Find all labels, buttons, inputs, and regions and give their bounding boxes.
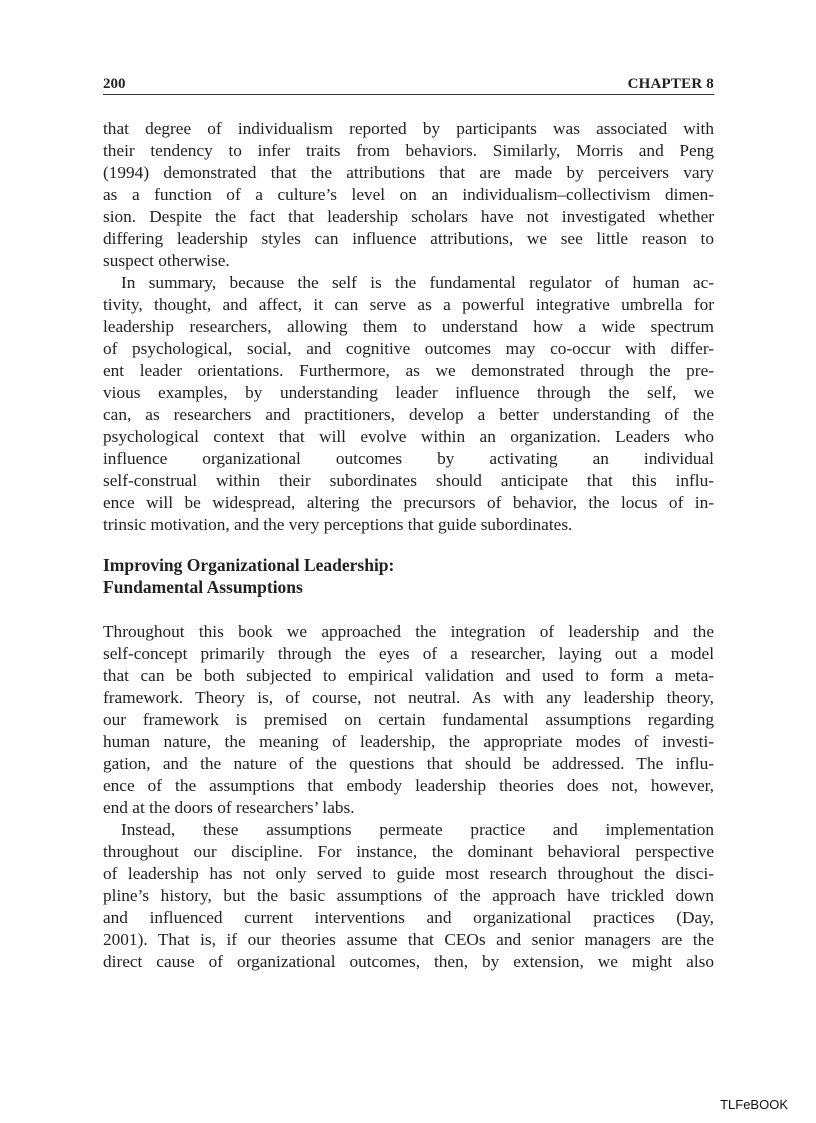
text-line: In summary, because the self is the fundamental regulator of human ac- bbox=[121, 273, 714, 292]
text-line: sion. Despite the fact that leadership scholars have not investigated whether bbox=[103, 207, 714, 226]
text-line: self-construal within their subordinates should anticipate that this influ- bbox=[103, 471, 714, 490]
text-line: differing leadership styles can influence attributions, we see little reason to bbox=[103, 229, 714, 248]
text-line: gation, and the nature of the questions that should be addressed. The influ- bbox=[103, 754, 714, 773]
text-line: can, as researchers and practitioners, develop a better understanding of the bbox=[103, 405, 714, 424]
text-line: (1994) demonstrated that the attributions that are made by perceivers vary bbox=[103, 163, 714, 182]
chapter-title: CHAPTER 8 bbox=[627, 76, 714, 92]
heading-line: Fundamental Assumptions bbox=[103, 577, 303, 597]
text-line: pline’s history, but the basic assumptions of the approach have trickled down bbox=[103, 886, 714, 905]
text-line: that can be both subjected to empirical validation and used to form a meta- bbox=[103, 666, 714, 685]
text-line: throughout our discipline. For instance, the dominant behavioral perspective bbox=[103, 842, 714, 861]
text-line: of leadership has not only served to guide most research throughout the disci- bbox=[103, 864, 714, 883]
text-line: leadership researchers, allowing them to understand how a wide spectrum bbox=[103, 317, 714, 336]
running-header bbox=[103, 74, 714, 95]
text-line: that degree of individualism reported by participants was associated with bbox=[103, 119, 714, 138]
text-line: our framework is premised on certain fundamental assumptions regarding bbox=[103, 710, 714, 729]
text-line: and influenced current interventions and organizational practices (Day, bbox=[103, 908, 714, 927]
text-line: self-concept primarily through the eyes of a researcher, laying out a model bbox=[103, 644, 714, 663]
text-line: direct cause of organizational outcomes, then, by extension, we might also bbox=[103, 952, 714, 971]
text-line: framework. Theory is, of course, not neutral. As with any leadership theory, bbox=[103, 688, 714, 707]
text-line: of psychological, social, and cognitive outcomes may co-occur with differ- bbox=[103, 339, 714, 358]
watermark-text: TLFeBOOK bbox=[720, 1097, 788, 1112]
text-line: human nature, the meaning of leadership, the appropriate modes of investi- bbox=[103, 732, 714, 751]
text-line: vious examples, by understanding leader influence through the self, we bbox=[103, 383, 714, 402]
text-line: psychological context that will evolve within an organization. Leaders who bbox=[103, 427, 714, 446]
text-line: influence organizational outcomes by activating an individual bbox=[103, 449, 714, 468]
text-line: Instead, these assumptions permeate practice and implementation bbox=[121, 820, 714, 839]
text-line: end at the doors of researchers’ labs. bbox=[103, 798, 355, 817]
text-line: their tendency to infer traits from behaviors. Similarly, Morris and Peng bbox=[103, 141, 714, 160]
text-line: as a function of a culture’s level on an individualism–collectivism dimen- bbox=[103, 185, 714, 204]
text-line: tivity, thought, and affect, it can serve as a powerful integrative umbrella for bbox=[103, 295, 714, 314]
text-line: 2001). That is, if our theories assume that CEOs and senior managers are the bbox=[103, 930, 714, 949]
text-line: Throughout this book we approached the integration of leadership and the bbox=[103, 622, 714, 641]
text-line: ent leader orientations. Furthermore, as we demonstrated through the pre- bbox=[103, 361, 714, 380]
text-line: trinsic motivation, and the very perceptions that guide subordinates. bbox=[103, 515, 573, 534]
heading-line: Improving Organizational Leadership: bbox=[103, 555, 395, 575]
text-line: ence will be widespread, altering the precursors of behavior, the locus of in- bbox=[103, 493, 714, 512]
text-line: ence of the assumptions that embody leadership theories does not, however, bbox=[103, 776, 714, 795]
page-number: 200 bbox=[103, 76, 126, 92]
text-line: suspect otherwise. bbox=[103, 251, 230, 270]
